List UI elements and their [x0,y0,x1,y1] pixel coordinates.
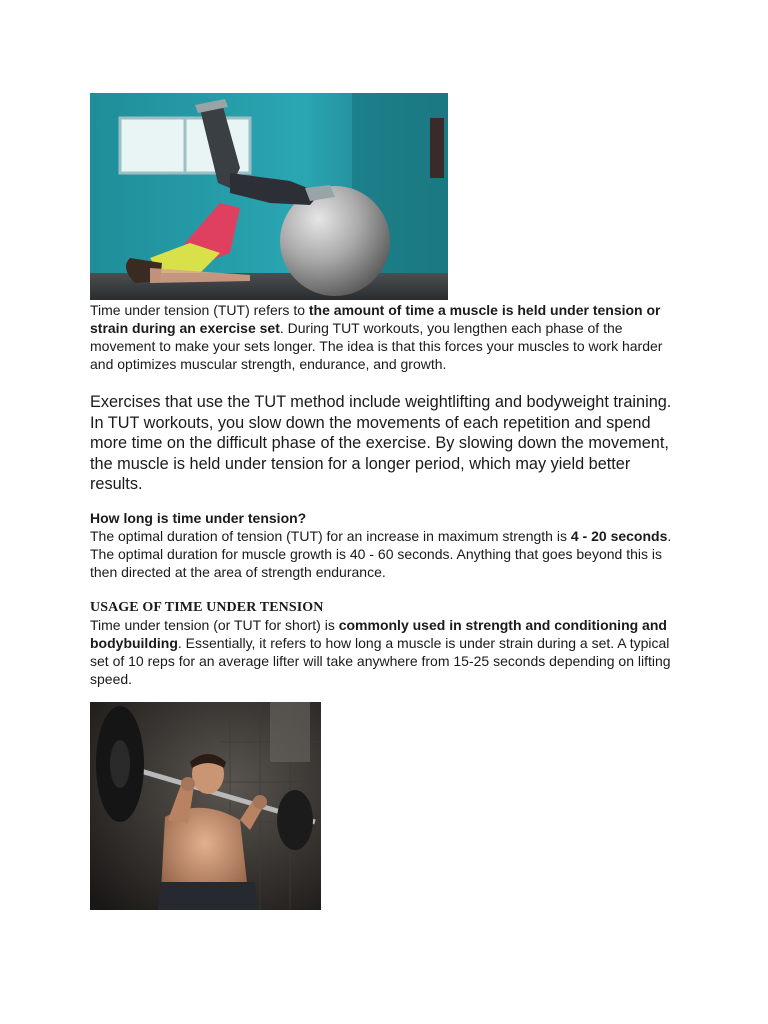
paragraph-tut-duration [90,527,680,581]
para1-bold: the amount of time a muscle is held under tension or strain during an exercise set [90,302,661,336]
para2-text: Exercises that use the TUT method include weightlifting and bodyweight training. In TUT workouts, you slow down the movements of each repetition and spend more time on the difficult phase of the exercise. By slowing down the movement, the muscle is held under tension for a longer period, which may yield better results. [90,393,672,493]
heading-usage: USAGE OF TIME UNDER TENSION [90,600,324,615]
exercise-ball-photo [90,93,448,300]
para4-text-b: . Essentially, it refers to how long a muscle is under strain during a set. A typical set of 10 reps for an average lifter will take anywhere from 15-25 seconds depending on lifting speed. [90,635,671,687]
para1-text-b: . During TUT workouts, you lengthen each phase of the movement to make your sets longer. The idea is that this forces your muscles to work harder and optimizes muscular strength, endurance, and growth. [90,320,663,372]
paragraph-tut-definition [90,301,680,373]
para3-bold: 4 - 20 seconds [570,528,668,544]
para1-text-a: Time under tension (TUT) refers to [90,302,309,318]
heading-how-long: How long is time under tension? [90,510,307,526]
paragraph-tut-usage [90,616,680,688]
para4-text-a: Time under tension (or TUT for short) is [90,617,339,633]
para3-text-b: . The optimal duration for muscle growth is 40 - 60 seconds. Anything that goes beyond this is then directed at the area of strength endurance. [90,528,672,580]
paragraph-tut-exercises [90,392,680,495]
barbell-curl-photo [90,702,321,910]
para3-text-a: The optimal duration of tension (TUT) for an increase in maximum strength is [90,528,571,544]
para4-bold: commonly used in strength and conditioning and bodybuilding [90,617,667,651]
